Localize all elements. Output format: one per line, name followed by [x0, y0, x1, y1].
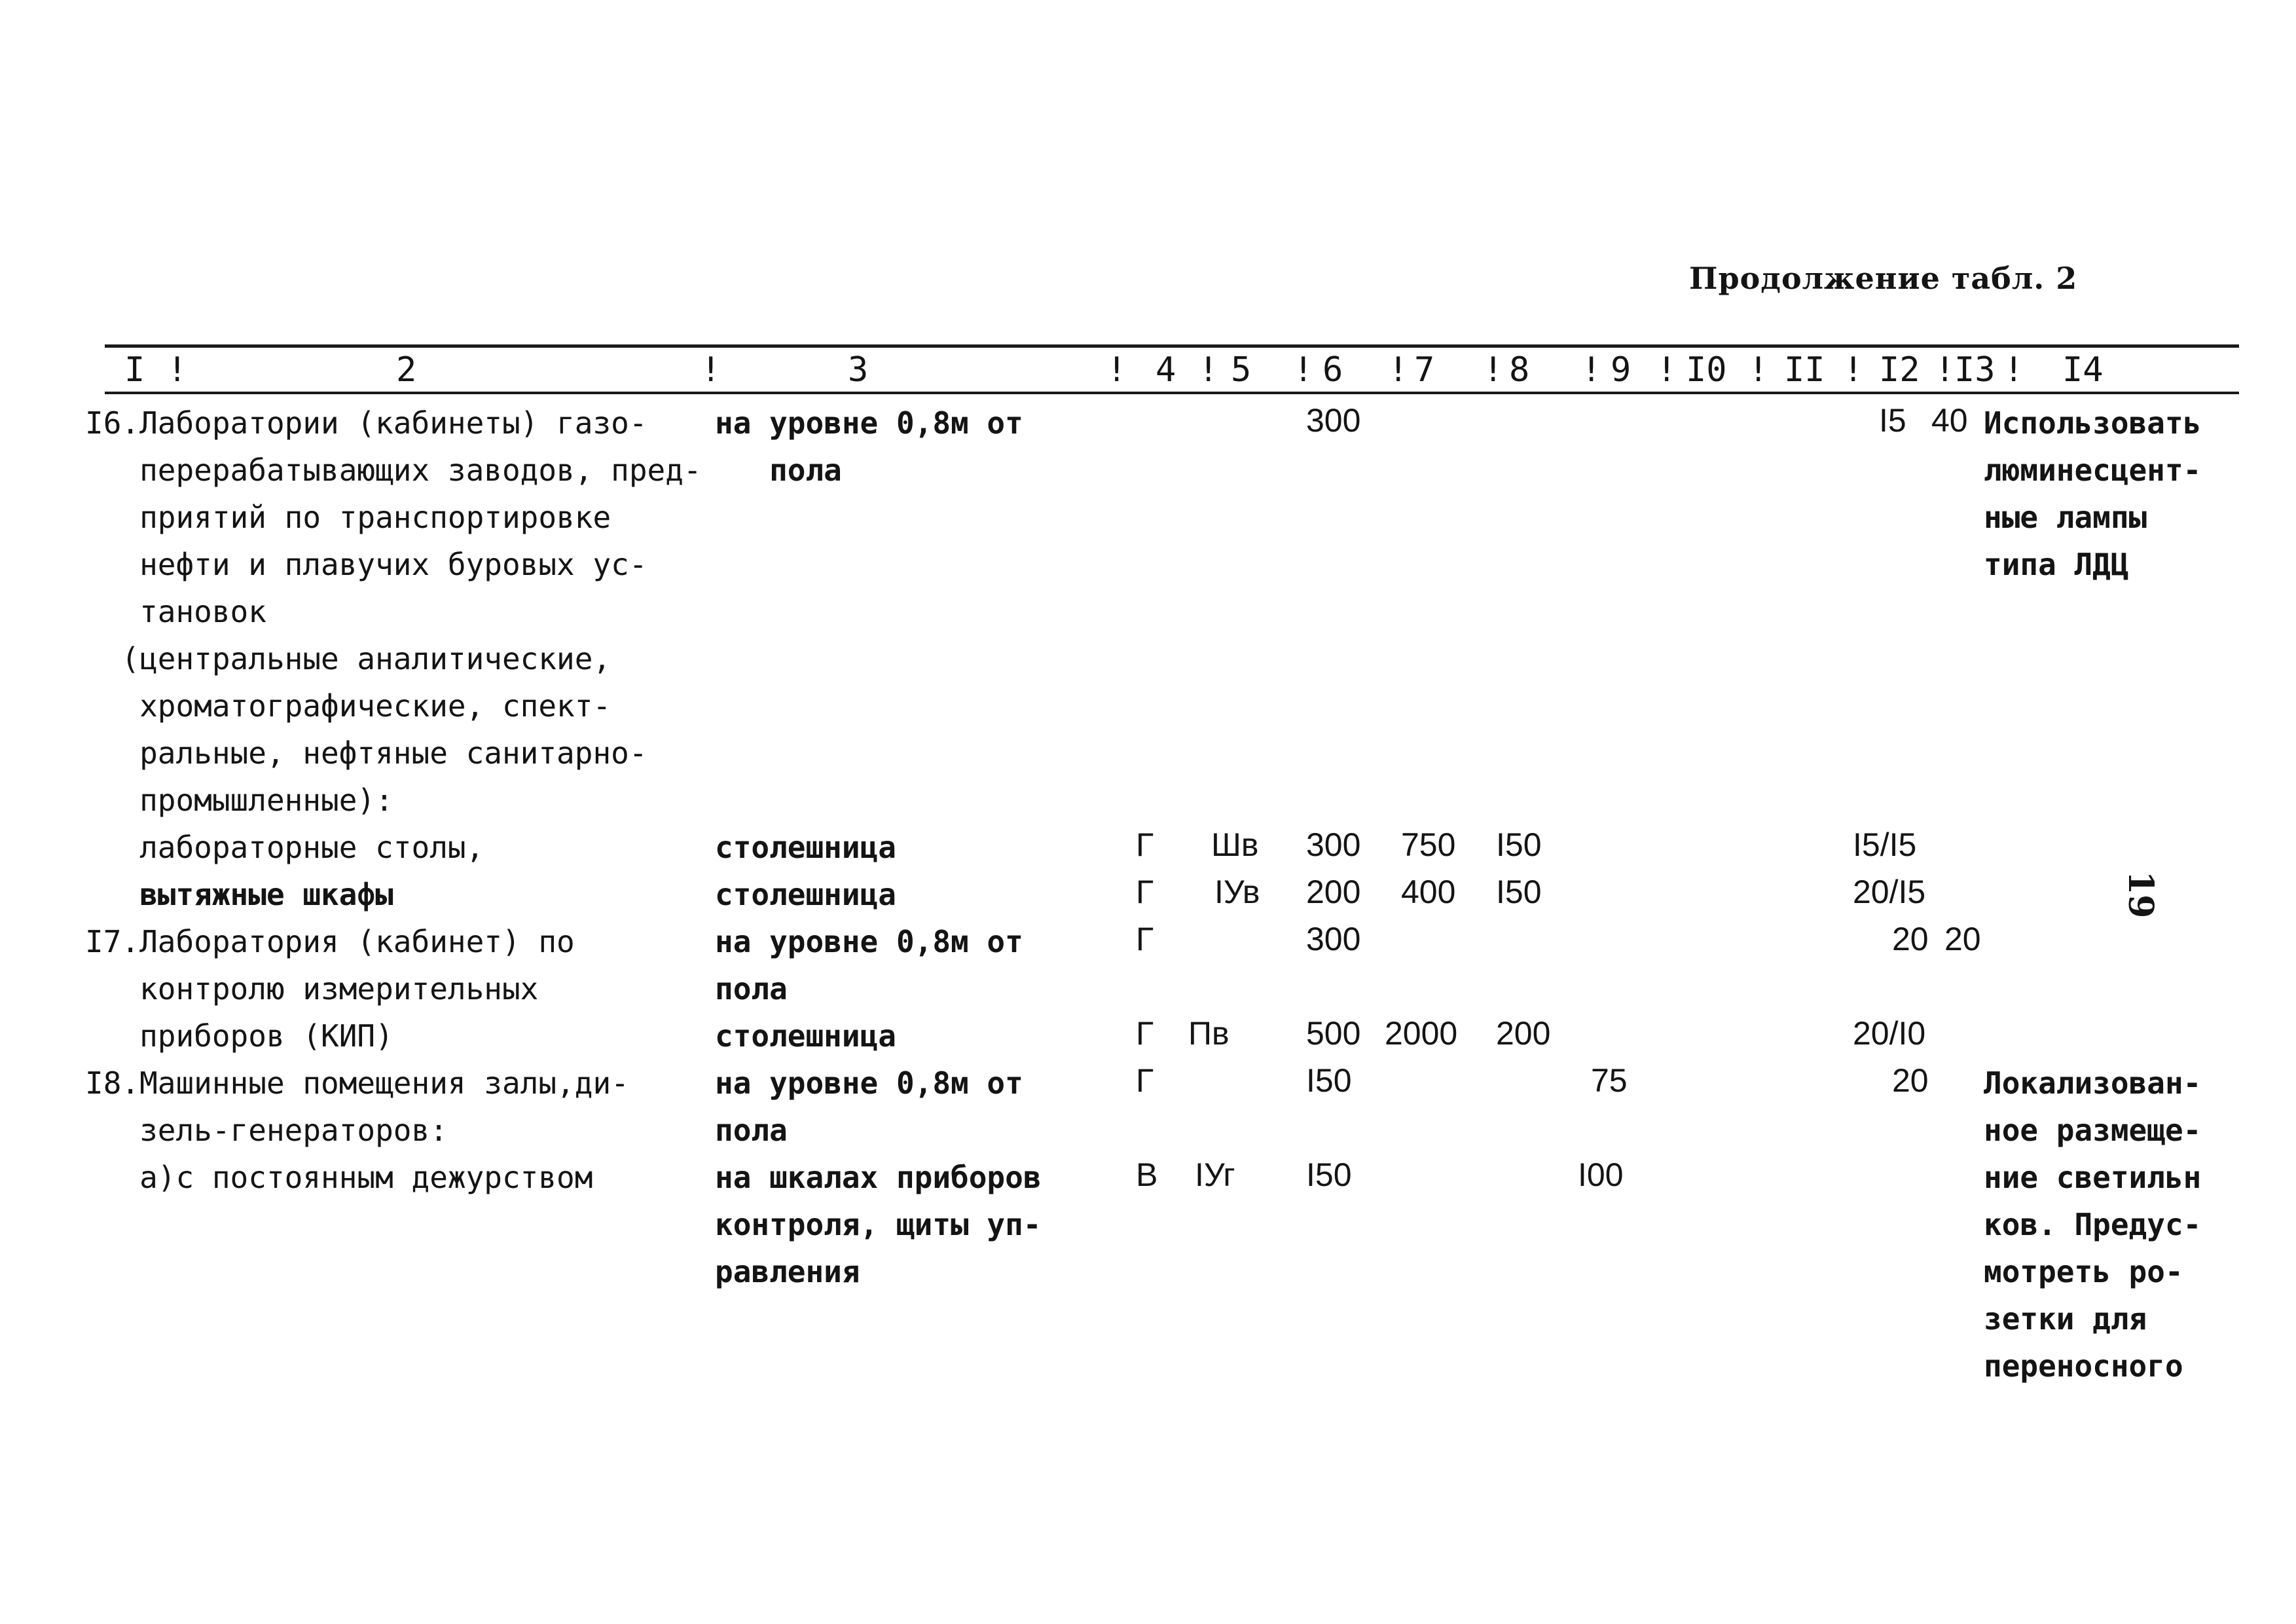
row17-sub-col12: 20/I0 — [1853, 1015, 1926, 1052]
row17-plane-line: пола — [715, 971, 788, 1006]
page-number: 19 — [2121, 871, 2160, 919]
col-separator: ! — [1656, 350, 1677, 390]
col-head-8: 8 — [1509, 350, 1530, 390]
row16-name-line: перерабатывающих заводов, пред- — [85, 452, 702, 488]
row18-name-line: I8.Машинные помещения залы,ди- — [85, 1065, 629, 1101]
row16-plane-line: на уровне 0,8м от — [715, 405, 1023, 441]
row16b-col6: 200 — [1306, 874, 1361, 910]
col-head-14: I4 — [2062, 350, 2104, 390]
row18-col9: 75 — [1591, 1062, 1628, 1099]
row16a-name: лабораторные столы, — [85, 830, 484, 865]
col-head-7: 7 — [1414, 350, 1435, 390]
col-separator: ! — [1581, 350, 1602, 390]
row16-name-line: (центральные аналитические, — [85, 641, 611, 676]
row16-col6-value: 300 — [1306, 402, 1361, 439]
row17-sub-col6: 500 — [1306, 1015, 1361, 1052]
row16b-col5: IУв — [1214, 874, 1260, 910]
row17-name-line: I7.Лаборатория (кабинет) по — [85, 924, 575, 959]
col-head-12: I2 — [1879, 350, 1920, 390]
col-separator: ! — [1198, 350, 1219, 390]
row16-name-line: промышленные): — [85, 783, 393, 818]
row17-sub-col5: Пв — [1188, 1015, 1230, 1052]
row18-note-line: ние светильн — [1984, 1160, 2202, 1195]
col-head-3: 3 — [848, 350, 869, 390]
row16a-col8: I50 — [1496, 826, 1542, 863]
row18-plane-line: контроля, щиты уп- — [715, 1207, 1042, 1242]
row16-note-line: ные лампы — [1984, 500, 2147, 535]
row16-name-line: приятий по транспортировке — [85, 500, 611, 535]
row17-name-line: приборов (КИП) — [85, 1018, 393, 1054]
row16b-col4: Г — [1136, 874, 1154, 910]
col-separator: ! — [1843, 350, 1864, 390]
row18-sub-col9: I00 — [1578, 1156, 1624, 1193]
row18-plane-line: на шкалах приборов — [715, 1160, 1042, 1195]
row18-note-line: переносного — [1984, 1348, 2183, 1384]
row17-col4: Г — [1136, 921, 1154, 957]
col-separator: ! — [167, 350, 188, 390]
row16a-col6: 300 — [1306, 826, 1361, 863]
col-separator: ! — [1293, 350, 1314, 390]
col-head-11: II — [1784, 350, 1825, 390]
row16-plane-line: пола — [715, 452, 842, 488]
col-separator: ! — [1106, 350, 1127, 390]
col-head-10: I0 — [1686, 350, 1727, 390]
col-separator: ! — [1748, 350, 1769, 390]
row16b-col7: 400 — [1401, 874, 1456, 910]
row16-name-line: нефти и плавучих буровых ус- — [85, 547, 647, 582]
row18-plane-line: равления — [715, 1254, 860, 1289]
row18-sub-col5: IУг — [1195, 1156, 1235, 1193]
row16-name-line: тановок — [85, 594, 266, 629]
col-separator: ! — [2003, 350, 2024, 390]
row16a-col7: 750 — [1401, 826, 1456, 863]
table-continuation-caption: Продолжение табл. 2 — [1689, 261, 2078, 296]
col-head-9: 9 — [1611, 350, 1631, 390]
row18-sub-col4: В — [1136, 1156, 1158, 1193]
row17-col13: 20 — [1944, 921, 1981, 957]
row16a-col5: Шв — [1211, 826, 1259, 863]
row17-name-line: контролю измерительных — [85, 971, 539, 1006]
row16-note-line: Использовать — [1984, 405, 2202, 441]
col-separator: ! — [1935, 350, 1956, 390]
row17-plane-line: столешница — [715, 1018, 896, 1054]
col-separator: ! — [701, 350, 721, 390]
row18-note-line: ное размеще- — [1984, 1113, 2202, 1148]
row18-plane-line: на уровне 0,8м от — [715, 1065, 1023, 1101]
row17-sub-col4: Г — [1136, 1015, 1154, 1052]
row16a-col4: Г — [1136, 826, 1154, 863]
row16-note-line: люминесцент- — [1984, 452, 2202, 488]
row16b-name: вытяжные шкафы — [85, 877, 393, 912]
row17-col12: 20 — [1892, 921, 1929, 957]
row18-note-line: мотреть ро- — [1984, 1254, 2183, 1289]
table-header-rule — [105, 392, 2239, 394]
col-head-13: I3 — [1954, 350, 1995, 390]
col-head-1: I — [124, 350, 145, 390]
row18-col4: Г — [1136, 1062, 1154, 1099]
row18-note-line: ков. Предус- — [1984, 1207, 2202, 1242]
col-head-2: 2 — [396, 350, 417, 390]
row17-sub-col8: 200 — [1496, 1015, 1551, 1052]
row17-plane-line: на уровне 0,8м от — [715, 924, 1023, 959]
row18-plane-line: пола — [715, 1113, 788, 1148]
row18-name-line: а)с постоянным дежурством — [85, 1160, 593, 1195]
col-separator: ! — [1483, 350, 1504, 390]
row18-sub-col6: I50 — [1306, 1156, 1352, 1193]
table-top-rule — [105, 344, 2239, 348]
row16b-col8: I50 — [1496, 874, 1542, 910]
row17-sub-col7: 2000 — [1385, 1015, 1458, 1052]
col-head-5: 5 — [1231, 350, 1252, 390]
row18-name-line: зель-генераторов: — [85, 1113, 448, 1148]
row16-name-line: хроматографические, спект- — [85, 688, 611, 724]
row16a-plane: столешница — [715, 830, 896, 865]
row16-col13-value: 40 — [1931, 402, 1968, 439]
row16-name-line: ральные, нефтяные санитарно- — [85, 735, 647, 771]
row16-name-line: I6.Лаборатории (кабинеты) газо- — [85, 405, 647, 441]
col-head-6: 6 — [1322, 350, 1343, 390]
col-separator: ! — [1388, 350, 1409, 390]
row17-col6: 300 — [1306, 921, 1361, 957]
row18-note-line: Локализован- — [1984, 1065, 2202, 1101]
col-head-4: 4 — [1156, 350, 1176, 390]
row18-col6: I50 — [1306, 1062, 1352, 1099]
row16-col12-value: I5 — [1879, 402, 1906, 439]
row16b-col12: 20/I5 — [1853, 874, 1926, 910]
row16b-plane: столешница — [715, 877, 896, 912]
row18-note-line: зетки для — [1984, 1301, 2147, 1337]
row18-col12: 20 — [1892, 1062, 1929, 1099]
row16a-col12: I5/I5 — [1853, 826, 1917, 863]
row16-note-line: типа ЛДЦ — [1984, 547, 2129, 582]
